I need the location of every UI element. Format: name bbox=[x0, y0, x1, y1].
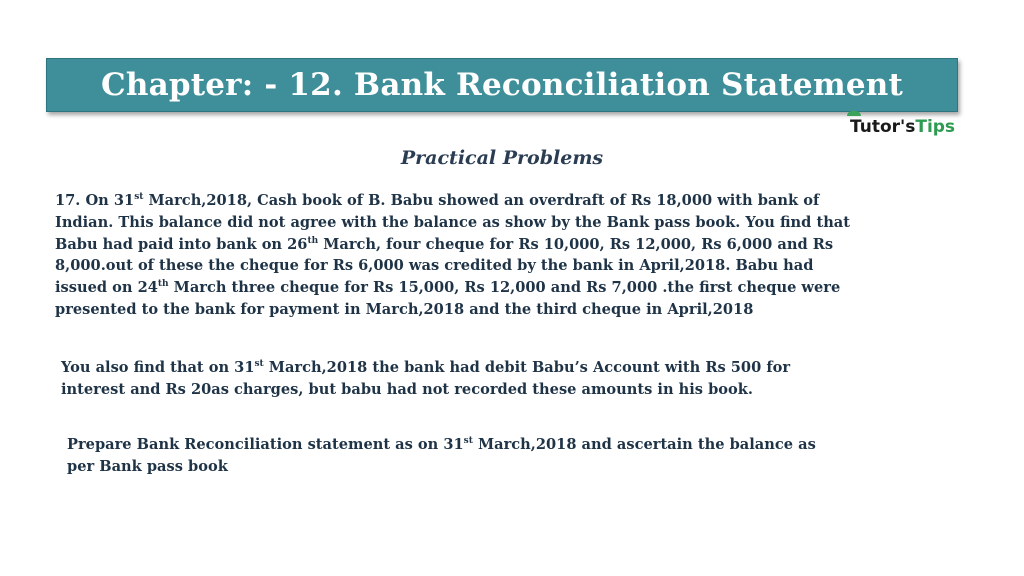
problem-line: 17. On 31st March,2018, Cash book of B. Babu showed an overdraft of Rs 18,000 with bank of bbox=[55, 192, 820, 209]
chapter-title: Chapter: - 12. Bank Reconciliation Statement bbox=[100, 67, 904, 103]
tutors-tips-logo bbox=[850, 112, 955, 142]
problem-line: issued on 24th March three cheque for Rs 15,000, Rs 12,000 and Rs 7,000 .the first cheque were bbox=[55, 279, 841, 297]
task-line: Prepare Bank Reconciliation statement as on 31st March,2018 and ascertain the balance as bbox=[67, 436, 816, 453]
problem-paragraph bbox=[55, 190, 960, 321]
task-paragraph bbox=[67, 434, 927, 478]
problem-line: Babu had paid into bank on 26th March, four cheque for Rs 10,000, Rs 12,000, Rs 6,000 and Rs bbox=[55, 235, 834, 253]
logo-text-green: Tips bbox=[915, 117, 956, 137]
problem-line: 8,000.out of these the cheque for Rs 6,000 was credited by the bank in April,2018. Babu had bbox=[55, 257, 814, 275]
note-line: You also find that on 31st March,2018 the bank had debit Babu’s Account with Rs 500 for bbox=[61, 359, 791, 376]
problem-line: Indian. This balance did not agree with the balance as show by the Bank pass book. You find that bbox=[55, 213, 851, 231]
task-line: per Bank pass book bbox=[67, 457, 228, 475]
chapter-banner bbox=[46, 58, 958, 112]
section-subtitle: Practical Problems bbox=[400, 147, 604, 169]
logo-text-dark: Tutor's bbox=[850, 117, 916, 137]
note-paragraph bbox=[61, 357, 921, 401]
problem-line: presented to the bank for payment in March,2018 and the third cheque in April,2018 bbox=[55, 300, 754, 318]
note-line: interest and Rs 20as charges, but babu had not recorded these amounts in his book. bbox=[61, 380, 753, 398]
